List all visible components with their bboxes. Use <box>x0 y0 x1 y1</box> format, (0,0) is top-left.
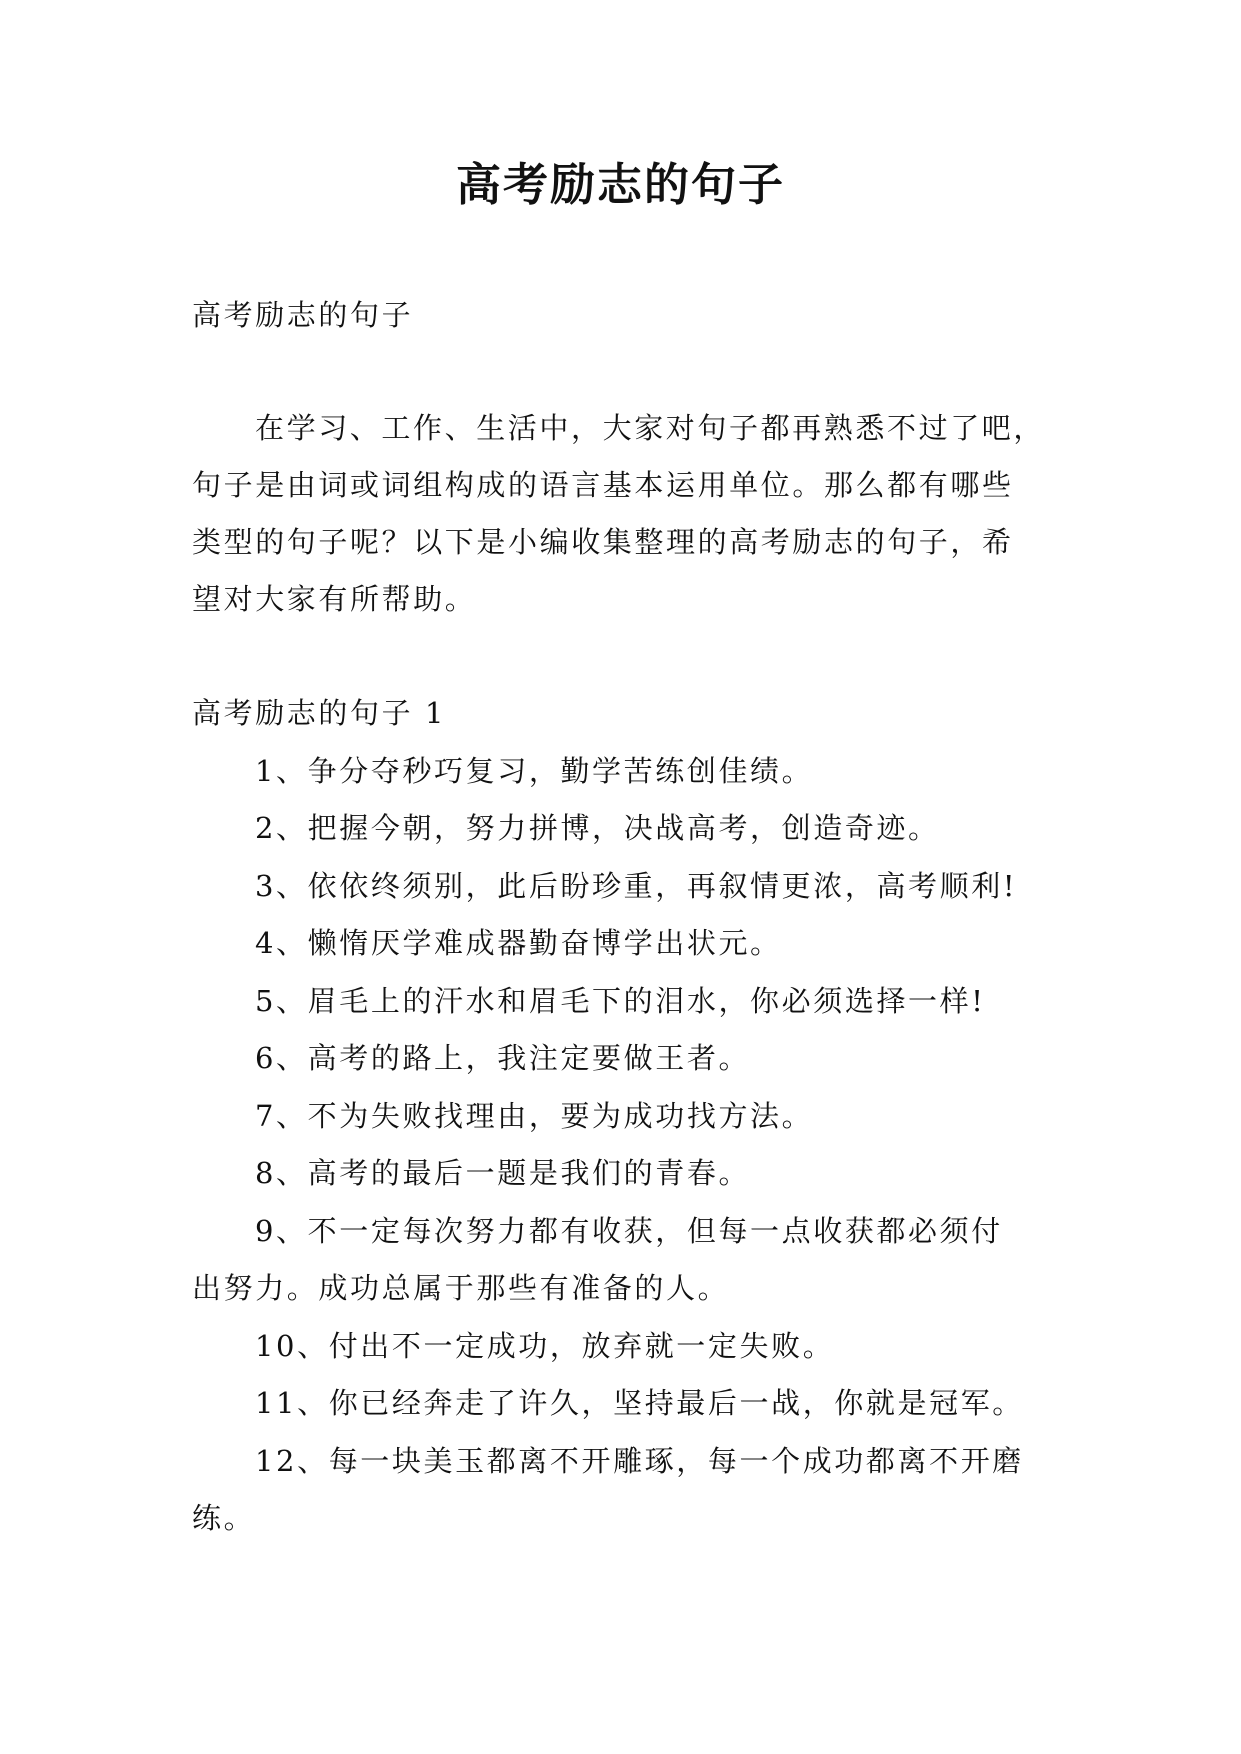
list-item-12: 12、每一块美玉都离不开雕琢，每一个成功都离不开磨 <box>255 1444 1024 1478</box>
list-item-7: 7、不为失败找理由，要为成功找方法。 <box>255 1099 814 1133</box>
section-heading: 高考励志的句子 1 <box>192 696 447 730</box>
intro-line-4: 望对大家有所帮助。 <box>192 582 477 616</box>
document-subtitle: 高考励志的句子 <box>192 298 414 332</box>
list-item-2: 2、把握今朝，努力拼博，决战高考，创造奇迹。 <box>255 811 940 845</box>
list-item-10: 10、付出不一定成功，放弃就一定失败。 <box>255 1329 835 1363</box>
list-item-6: 6、高考的路上，我注定要做王者。 <box>255 1041 751 1075</box>
intro-line-2: 句子是由词或词组构成的语言基本运用单位。那么都有哪些 <box>192 468 1014 502</box>
list-item-5: 5、眉毛上的汗水和眉毛下的泪水，你必须选择一样! <box>255 984 986 1018</box>
list-item-9-continued: 出努力。成功总属于那些有准备的人。 <box>192 1271 730 1305</box>
list-item-11: 11、你已经奔走了许久，坚持最后一战，你就是冠军。 <box>255 1386 1024 1420</box>
list-item-1: 1、争分夺秒巧复习，勤学苦练创佳绩。 <box>255 754 814 788</box>
list-item-12-continued: 练。 <box>192 1501 256 1535</box>
intro-line-3: 类型的句子呢？以下是小编收集整理的高考励志的句子，希 <box>192 525 1014 559</box>
list-item-4: 4、懒惰厌学难成器勤奋博学出状元。 <box>255 926 782 960</box>
document-title: 高考励志的句子 <box>455 158 785 211</box>
list-item-9: 9、不一定每次努力都有收获，但每一点收获都必须付 <box>255 1214 1003 1248</box>
intro-line-1: 在学习、工作、生活中，大家对句子都再熟悉不过了吧， <box>255 411 1046 445</box>
list-item-3: 3、依依终须别，此后盼珍重，再叙情更浓，高考顺利! <box>255 869 1018 903</box>
list-item-8: 8、高考的最后一题是我们的青春。 <box>255 1156 751 1190</box>
